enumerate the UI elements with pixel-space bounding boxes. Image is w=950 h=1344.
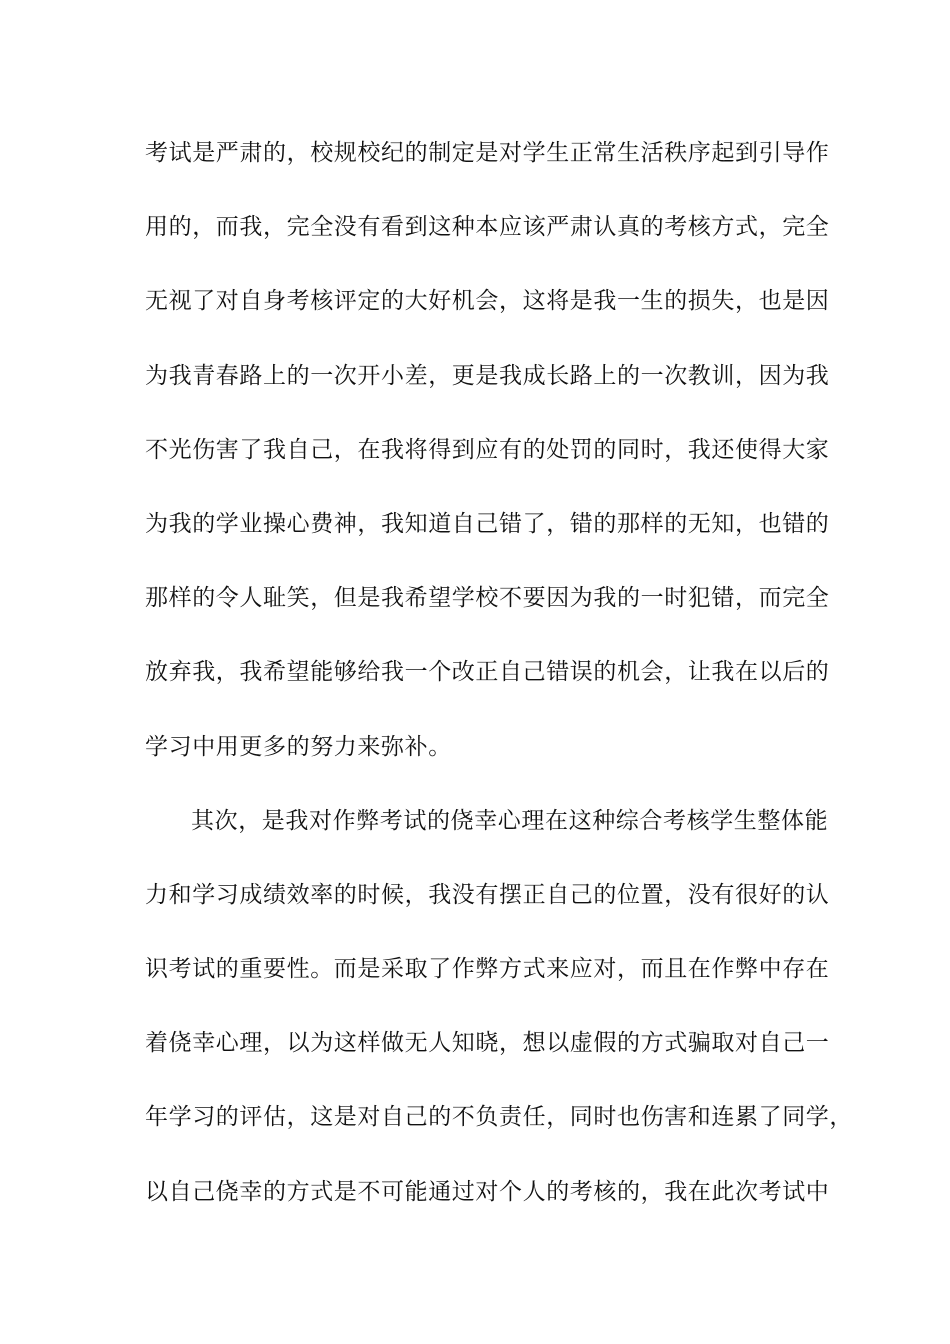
document-body: [145, 131, 853, 1244]
text-line: 年学习的评估，这是对自己的不负责任，同时也伤害和连累了同学，: [145, 1104, 853, 1131]
text-line: 以自己侥幸的方式是不可能通过对个人的考核的，我在此次考试中: [145, 1178, 830, 1205]
text-line: 着侥幸心理，以为这样做无人知晓，想以虚假的方式骗取对自己一: [145, 1030, 830, 1057]
text-line: 用的，而我，完全没有看到这种本应该严肃认真的考核方式，完全: [145, 214, 830, 241]
text-line: 不光伤害了我自己，在我将得到应有的处罚的同时，我还使得大家: [145, 436, 830, 463]
text-line: 学习中用更多的努力来弥补。: [145, 733, 452, 760]
text-line: 识考试的重要性。而是采取了作弊方式来应对，而且在作弊中存在: [145, 956, 830, 983]
text-line: 考试是严肃的，校规校纪的制定是对学生正常生活秩序起到引导作: [145, 140, 830, 166]
text-line: 为我青春路上的一次开小差，更是我成长路上的一次教训，因为我: [145, 362, 830, 389]
text-line: 无视了对自身考核评定的大好机会，这将是我一生的损失，也是因: [145, 288, 830, 315]
text-line: 力和学习成绩效率的时候，我没有摆正自己的位置，没有很好的认: [145, 881, 830, 908]
text-line: 那样的令人耻笑，但是我希望学校不要因为我的一时犯错，而完全: [145, 585, 830, 612]
text-line: 放弃我，我希望能够给我一个改正自己错误的机会，让我在以后的: [145, 659, 830, 686]
text-line: 为我的学业操心费神，我知道自己错了，错的那样的无知，也错的: [145, 510, 830, 537]
paragraph-first-line: 其次，是我对作弊考试的侥幸心理在这种综合考核学生整体能: [191, 807, 829, 834]
